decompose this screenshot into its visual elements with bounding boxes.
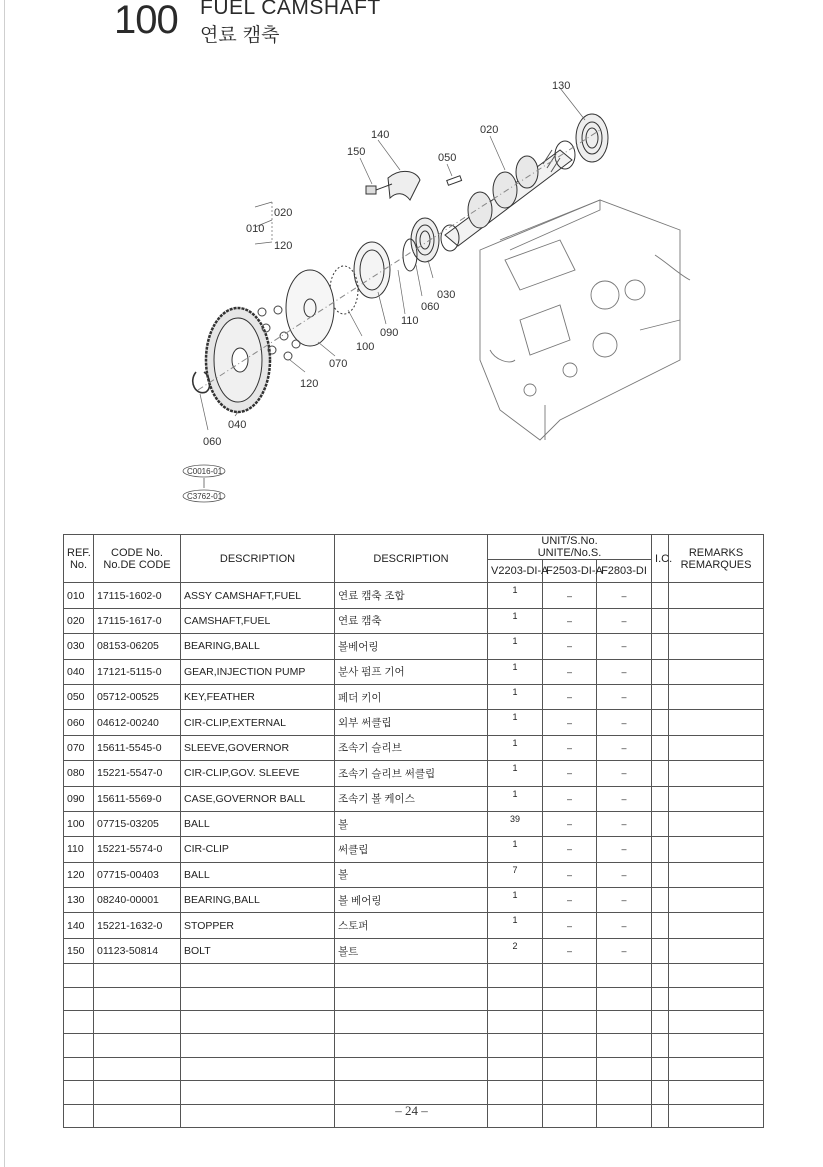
part-ref: 140 bbox=[64, 913, 94, 938]
table-row bbox=[64, 634, 764, 659]
qty-v2203: 1 bbox=[488, 735, 543, 760]
qty-f2803: – bbox=[597, 938, 652, 963]
empty-cell bbox=[64, 987, 94, 1010]
part-description-en: GEAR,INJECTION PUMP bbox=[181, 659, 335, 684]
table-row bbox=[64, 684, 764, 709]
part-code: 08153-06205 bbox=[94, 634, 181, 659]
part-description-en: BOLT bbox=[181, 938, 335, 963]
table-row bbox=[64, 735, 764, 760]
header-description-en: DESCRIPTION bbox=[181, 535, 335, 583]
bearing-030-drawing bbox=[411, 218, 439, 262]
header-ref: REF. No. bbox=[64, 535, 94, 583]
callout-040: 040 bbox=[228, 419, 247, 431]
empty-cell bbox=[669, 987, 764, 1010]
empty-cell bbox=[597, 1011, 652, 1034]
remarks-cell bbox=[669, 938, 764, 963]
empty-cell bbox=[181, 1034, 335, 1057]
part-ref: 010 bbox=[64, 583, 94, 608]
qty-f2503: – bbox=[543, 684, 597, 709]
remarks-cell bbox=[669, 735, 764, 760]
empty-cell bbox=[94, 1057, 181, 1080]
empty-cell bbox=[335, 1011, 488, 1034]
empty-table-row bbox=[64, 1057, 764, 1080]
part-description-en: CIR-CLIP,GOV. SLEEVE bbox=[181, 761, 335, 786]
callout-120-bracket: 120 bbox=[274, 240, 293, 252]
header-unit: UNIT/S.No. UNITE/No.S. bbox=[488, 535, 652, 560]
part-description-en: BEARING,BALL bbox=[181, 888, 335, 913]
part-description-en: CAMSHAFT,FUEL bbox=[181, 608, 335, 633]
qty-f2503: – bbox=[543, 634, 597, 659]
empty-cell bbox=[652, 1057, 669, 1080]
ic-cell bbox=[652, 888, 669, 913]
header-code: CODE No. No.DE CODE bbox=[94, 535, 181, 583]
camshaft-drawing bbox=[441, 141, 575, 251]
qty-f2503: – bbox=[543, 786, 597, 811]
qty-f2803: – bbox=[597, 684, 652, 709]
part-description-ko: 연료 캠축 bbox=[335, 608, 488, 633]
part-ref: 120 bbox=[64, 862, 94, 887]
qty-f2503: – bbox=[543, 710, 597, 735]
remarks-cell bbox=[669, 608, 764, 633]
part-description-en: BALL bbox=[181, 862, 335, 887]
part-ref: 060 bbox=[64, 710, 94, 735]
qty-f2503: – bbox=[543, 761, 597, 786]
qty-v2203: 7 bbox=[488, 862, 543, 887]
remarks-cell bbox=[669, 837, 764, 862]
callout-010: 010 bbox=[246, 223, 265, 235]
injection-pump-gear-drawing bbox=[206, 308, 270, 412]
empty-cell bbox=[597, 1034, 652, 1057]
callout-130: 130 bbox=[552, 80, 571, 92]
qty-v2203: 1 bbox=[488, 913, 543, 938]
qty-f2503: – bbox=[543, 913, 597, 938]
parts-table bbox=[63, 534, 764, 1128]
empty-cell bbox=[181, 1011, 335, 1034]
remarks-cell bbox=[669, 862, 764, 887]
table-row bbox=[64, 913, 764, 938]
remarks-cell bbox=[669, 811, 764, 836]
part-ref: 030 bbox=[64, 634, 94, 659]
key-050-drawing bbox=[447, 176, 462, 185]
remarks-cell bbox=[669, 634, 764, 659]
part-code: 15611-5569-0 bbox=[94, 786, 181, 811]
empty-cell bbox=[94, 1081, 181, 1104]
part-description-en: CIR-CLIP,EXTERNAL bbox=[181, 710, 335, 735]
part-code: 15611-5545-0 bbox=[94, 735, 181, 760]
qty-v2203: 1 bbox=[488, 583, 543, 608]
remarks-cell bbox=[669, 583, 764, 608]
empty-cell bbox=[335, 1034, 488, 1057]
empty-cell bbox=[64, 1081, 94, 1104]
empty-cell bbox=[181, 1081, 335, 1104]
qty-v2203: 1 bbox=[488, 761, 543, 786]
header-model-1: V2203-DI-A bbox=[488, 560, 543, 583]
empty-cell bbox=[597, 1057, 652, 1080]
qty-v2203: 39 bbox=[488, 811, 543, 836]
empty-cell bbox=[64, 1057, 94, 1080]
part-ref: 070 bbox=[64, 735, 94, 760]
page-title-korean: 연료 캠축 bbox=[200, 24, 280, 46]
qty-f2803: – bbox=[597, 811, 652, 836]
empty-cell bbox=[543, 964, 597, 987]
table-row bbox=[64, 608, 764, 633]
part-description-ko: 페더 키이 bbox=[335, 684, 488, 709]
empty-cell bbox=[64, 964, 94, 987]
callout-030: 030 bbox=[437, 289, 456, 301]
empty-cell bbox=[335, 987, 488, 1010]
ic-cell bbox=[652, 761, 669, 786]
part-code: 15221-1632-0 bbox=[94, 913, 181, 938]
qty-f2503: – bbox=[543, 862, 597, 887]
callout-050: 050 bbox=[438, 152, 457, 164]
empty-cell bbox=[652, 1034, 669, 1057]
part-description-ko: 연료 캠축 조합 bbox=[335, 583, 488, 608]
table-row bbox=[64, 837, 764, 862]
header-description-ko: DESCRIPTION bbox=[335, 535, 488, 583]
qty-v2203: 1 bbox=[488, 710, 543, 735]
part-description-en: SLEEVE,GOVERNOR bbox=[181, 735, 335, 760]
qty-v2203: 1 bbox=[488, 608, 543, 633]
part-code: 17115-1602-0 bbox=[94, 583, 181, 608]
empty-cell bbox=[543, 1011, 597, 1034]
part-ref: 040 bbox=[64, 659, 94, 684]
ic-cell bbox=[652, 583, 669, 608]
part-code: 07715-00403 bbox=[94, 862, 181, 887]
empty-cell bbox=[64, 1011, 94, 1034]
remarks-cell bbox=[669, 710, 764, 735]
engine-block-outline bbox=[480, 200, 690, 440]
qty-f2803: – bbox=[597, 608, 652, 633]
stamp-code-lower: C3762-01 bbox=[187, 492, 223, 501]
part-description-en: BEARING,BALL bbox=[181, 634, 335, 659]
part-code: 04612-00240 bbox=[94, 710, 181, 735]
empty-cell bbox=[488, 1011, 543, 1034]
sleeve-governor-drawing bbox=[286, 270, 334, 346]
part-ref: 080 bbox=[64, 761, 94, 786]
qty-f2503: – bbox=[543, 583, 597, 608]
empty-cell bbox=[669, 1011, 764, 1034]
empty-cell bbox=[652, 964, 669, 987]
empty-cell bbox=[94, 964, 181, 987]
part-description-ko: 볼베어링 bbox=[335, 634, 488, 659]
qty-f2803: – bbox=[597, 583, 652, 608]
remarks-cell bbox=[669, 913, 764, 938]
qty-f2803: – bbox=[597, 862, 652, 887]
part-code: 17115-1617-0 bbox=[94, 608, 181, 633]
remarks-cell bbox=[669, 786, 764, 811]
empty-cell bbox=[94, 1011, 181, 1034]
part-ref: 050 bbox=[64, 684, 94, 709]
header-model-3: F2803-DI bbox=[597, 560, 652, 583]
empty-cell bbox=[597, 964, 652, 987]
empty-cell bbox=[669, 1034, 764, 1057]
empty-cell bbox=[543, 987, 597, 1010]
table-row bbox=[64, 659, 764, 684]
table-row bbox=[64, 888, 764, 913]
table-row bbox=[64, 761, 764, 786]
empty-cell bbox=[488, 1081, 543, 1104]
empty-cell bbox=[94, 1034, 181, 1057]
qty-f2803: – bbox=[597, 888, 652, 913]
empty-table-row bbox=[64, 987, 764, 1010]
empty-cell bbox=[669, 964, 764, 987]
table-row bbox=[64, 862, 764, 887]
header-remarks: REMARKS REMARQUES bbox=[669, 535, 764, 583]
qty-f2503: – bbox=[543, 735, 597, 760]
empty-cell bbox=[669, 1081, 764, 1104]
part-description-en: STOPPER bbox=[181, 913, 335, 938]
qty-f2803: – bbox=[597, 634, 652, 659]
callout-100: 100 bbox=[356, 341, 375, 353]
table-row bbox=[64, 710, 764, 735]
bearing-130-drawing bbox=[576, 114, 608, 162]
stopper-140-drawing bbox=[388, 171, 420, 200]
callout-060-upper: 060 bbox=[421, 301, 440, 313]
empty-table-row bbox=[64, 1034, 764, 1057]
qty-f2503: – bbox=[543, 938, 597, 963]
part-description-ko: 외부 써클립 bbox=[335, 710, 488, 735]
empty-cell bbox=[181, 1057, 335, 1080]
page-title: FUEL CAMSHAFT bbox=[200, 0, 381, 19]
qty-f2803: – bbox=[597, 735, 652, 760]
empty-cell bbox=[543, 1081, 597, 1104]
ic-cell bbox=[652, 684, 669, 709]
callout-120: 120 bbox=[300, 378, 319, 390]
empty-cell bbox=[94, 987, 181, 1010]
part-description-ko: 스토퍼 bbox=[335, 913, 488, 938]
qty-f2503: – bbox=[543, 888, 597, 913]
empty-cell bbox=[64, 1034, 94, 1057]
part-code: 08240-00001 bbox=[94, 888, 181, 913]
circlip-060-drawing bbox=[193, 372, 210, 393]
part-description-en: CIR-CLIP bbox=[181, 837, 335, 862]
ic-cell bbox=[652, 837, 669, 862]
part-code: 07715-03205 bbox=[94, 811, 181, 836]
stamp-code-upper: C0016-01 bbox=[187, 467, 223, 476]
stamp-codes bbox=[183, 465, 225, 502]
part-description-ko: 써클립 bbox=[335, 837, 488, 862]
callout-070: 070 bbox=[329, 358, 348, 370]
empty-cell bbox=[652, 987, 669, 1010]
empty-cell bbox=[488, 987, 543, 1010]
ic-cell bbox=[652, 735, 669, 760]
empty-cell bbox=[335, 1081, 488, 1104]
ic-cell bbox=[652, 608, 669, 633]
callout-020-top: 020 bbox=[480, 124, 499, 136]
empty-cell bbox=[335, 1057, 488, 1080]
part-code: 15221-5574-0 bbox=[94, 837, 181, 862]
table-row bbox=[64, 938, 764, 963]
qty-f2503: – bbox=[543, 608, 597, 633]
empty-cell bbox=[543, 1057, 597, 1080]
part-ref: 100 bbox=[64, 811, 94, 836]
ic-cell bbox=[652, 786, 669, 811]
empty-cell bbox=[488, 964, 543, 987]
empty-cell bbox=[652, 1011, 669, 1034]
part-description-ko: 볼 bbox=[335, 862, 488, 887]
ic-cell bbox=[652, 862, 669, 887]
qty-f2803: – bbox=[597, 786, 652, 811]
part-description-ko: 조속기 슬리브 bbox=[335, 735, 488, 760]
empty-cell bbox=[543, 1034, 597, 1057]
qty-f2503: – bbox=[543, 659, 597, 684]
qty-f2803: – bbox=[597, 761, 652, 786]
qty-v2203: 2 bbox=[488, 938, 543, 963]
part-description-ko: 볼트 bbox=[335, 938, 488, 963]
part-description-en: CASE,GOVERNOR BALL bbox=[181, 786, 335, 811]
part-code: 15221-5547-0 bbox=[94, 761, 181, 786]
ic-cell bbox=[652, 913, 669, 938]
ic-cell bbox=[652, 659, 669, 684]
qty-v2203: 1 bbox=[488, 888, 543, 913]
header-model-2: F2503-DI-A bbox=[543, 560, 597, 583]
empty-cell bbox=[597, 987, 652, 1010]
qty-f2803: – bbox=[597, 913, 652, 938]
qty-v2203: 1 bbox=[488, 837, 543, 862]
empty-cell bbox=[488, 1034, 543, 1057]
part-code: 01123-50814 bbox=[94, 938, 181, 963]
remarks-cell bbox=[669, 684, 764, 709]
part-ref: 110 bbox=[64, 837, 94, 862]
qty-f2803: – bbox=[597, 710, 652, 735]
empty-cell bbox=[181, 964, 335, 987]
empty-cell bbox=[597, 1081, 652, 1104]
empty-cell bbox=[652, 1081, 669, 1104]
part-description-en: BALL bbox=[181, 811, 335, 836]
qty-f2803: – bbox=[597, 837, 652, 862]
part-description-en: ASSY CAMSHAFT,FUEL bbox=[181, 583, 335, 608]
qty-f2503: – bbox=[543, 811, 597, 836]
qty-v2203: 1 bbox=[488, 634, 543, 659]
callout-150: 150 bbox=[347, 146, 366, 158]
ic-cell bbox=[652, 938, 669, 963]
empty-cell bbox=[488, 1057, 543, 1080]
part-description-ko: 볼 bbox=[335, 811, 488, 836]
qty-v2203: 1 bbox=[488, 659, 543, 684]
empty-table-row bbox=[64, 964, 764, 987]
callout-090: 090 bbox=[380, 327, 399, 339]
header-ic: I.C. bbox=[652, 535, 669, 583]
case-governor-ball-drawing bbox=[354, 242, 390, 298]
qty-v2203: 1 bbox=[488, 684, 543, 709]
section-number: 100 bbox=[114, 0, 178, 42]
table-row bbox=[64, 583, 764, 608]
table-row bbox=[64, 811, 764, 836]
table-header-row bbox=[64, 535, 764, 560]
remarks-cell bbox=[669, 888, 764, 913]
part-description-ko: 조속기 슬리브 써클립 bbox=[335, 761, 488, 786]
table-row bbox=[64, 786, 764, 811]
callout-110: 110 bbox=[401, 315, 419, 327]
empty-table-row bbox=[64, 1011, 764, 1034]
empty-cell bbox=[669, 1057, 764, 1080]
part-ref: 150 bbox=[64, 938, 94, 963]
part-code: 05712-00525 bbox=[94, 684, 181, 709]
part-ref: 090 bbox=[64, 786, 94, 811]
remarks-cell bbox=[669, 659, 764, 684]
page-number: – 24 – bbox=[395, 1103, 428, 1118]
qty-v2203: 1 bbox=[488, 786, 543, 811]
exploded-parts-diagram bbox=[0, 60, 823, 530]
ic-cell bbox=[652, 811, 669, 836]
callout-020-bracket: 020 bbox=[274, 207, 293, 219]
ic-cell bbox=[652, 710, 669, 735]
part-code: 17121-5115-0 bbox=[94, 659, 181, 684]
empty-cell bbox=[335, 964, 488, 987]
empty-table-row bbox=[64, 1081, 764, 1104]
part-description-ko: 분사 펌프 기어 bbox=[335, 659, 488, 684]
part-description-en: KEY,FEATHER bbox=[181, 684, 335, 709]
callout-140: 140 bbox=[371, 129, 390, 141]
remarks-cell bbox=[669, 761, 764, 786]
callout-060-lower: 060 bbox=[203, 436, 222, 448]
part-ref: 020 bbox=[64, 608, 94, 633]
part-description-ko: 볼 베어링 bbox=[335, 888, 488, 913]
qty-f2803: – bbox=[597, 659, 652, 684]
empty-cell bbox=[181, 987, 335, 1010]
ic-cell bbox=[652, 634, 669, 659]
part-ref: 130 bbox=[64, 888, 94, 913]
bolt-150-drawing bbox=[366, 184, 392, 194]
qty-f2503: – bbox=[543, 837, 597, 862]
part-description-ko: 조속기 볼 케이스 bbox=[335, 786, 488, 811]
